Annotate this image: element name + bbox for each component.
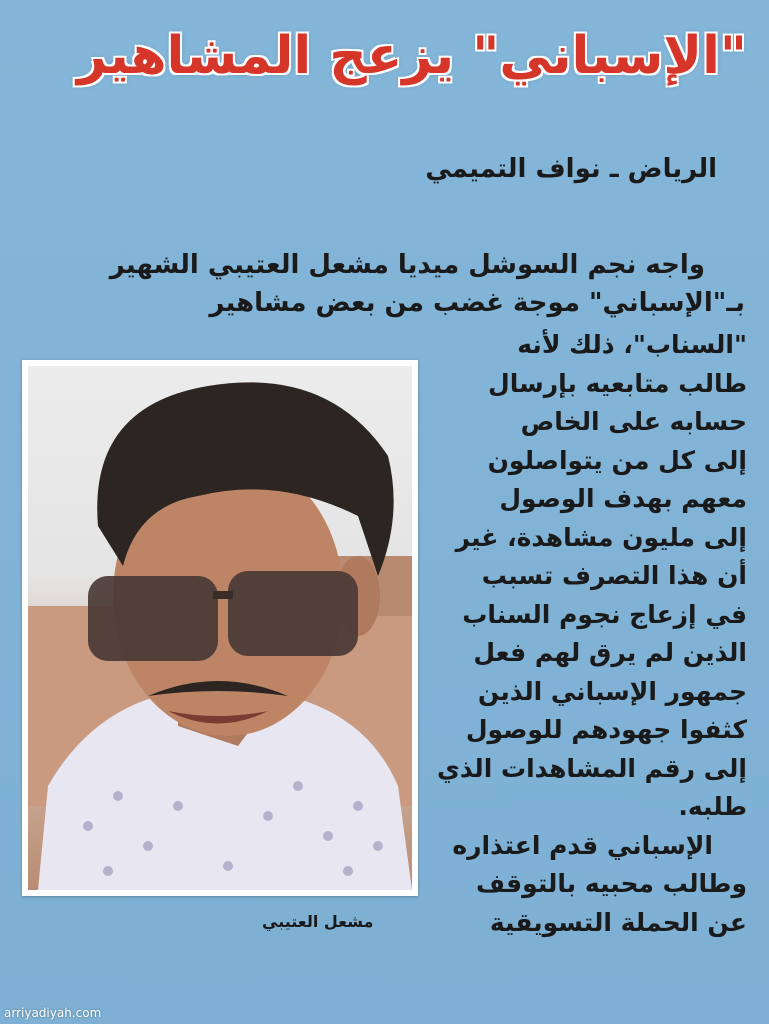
article-line: معهم بهدف الوصول [499, 484, 747, 513]
article-line: الإسباني قدم اعتذاره [452, 830, 713, 860]
article-intro [24, 246, 745, 322]
portrait-illustration [28, 366, 412, 890]
headline: "الإسباني" يزعج المشاهير [76, 26, 747, 86]
article-column [427, 326, 747, 942]
article-line: الذين لم يرق لهم فعل [473, 638, 747, 667]
article-line: في إزعاج نجوم السناب [462, 599, 747, 629]
site-watermark: arriyadiyah.com [4, 1006, 102, 1020]
article-line: "السناب"، ذلك لأنه [517, 330, 747, 359]
portrait-photo [28, 366, 412, 890]
byline: الرياض ـ نواف التميمي [425, 154, 717, 184]
article-line: إلى كل من يتواصلون [487, 445, 747, 475]
article-line: أن هذا التصرف تسبب [481, 561, 747, 590]
photo-frame [22, 360, 418, 896]
article-line: طلبه. [678, 792, 747, 821]
article-line: إلى رقم المشاهدات الذي [436, 753, 747, 783]
article-line: عن الحملة التسويقية [489, 907, 747, 937]
article-line: إلى مليون مشاهدة، غير [455, 522, 747, 552]
article-line: واجه نجم السوشل ميديا مشعل العتيبي الشهير [109, 250, 705, 280]
article-line: طالب متابعيه بإرسال [488, 368, 747, 398]
article-line: كثفوا جهودهم للوصول [465, 715, 747, 744]
photo-caption: مشعل العتيبي [262, 912, 374, 931]
article-line: وطالب محبيه بالتوقف [476, 869, 747, 898]
article-line: بـ"الإسباني" موجة غضب من بعض مشاهير [209, 288, 745, 318]
article-line: جمهور الإسباني الذين [477, 676, 747, 706]
article-line: حسابه على الخاص [520, 407, 747, 436]
